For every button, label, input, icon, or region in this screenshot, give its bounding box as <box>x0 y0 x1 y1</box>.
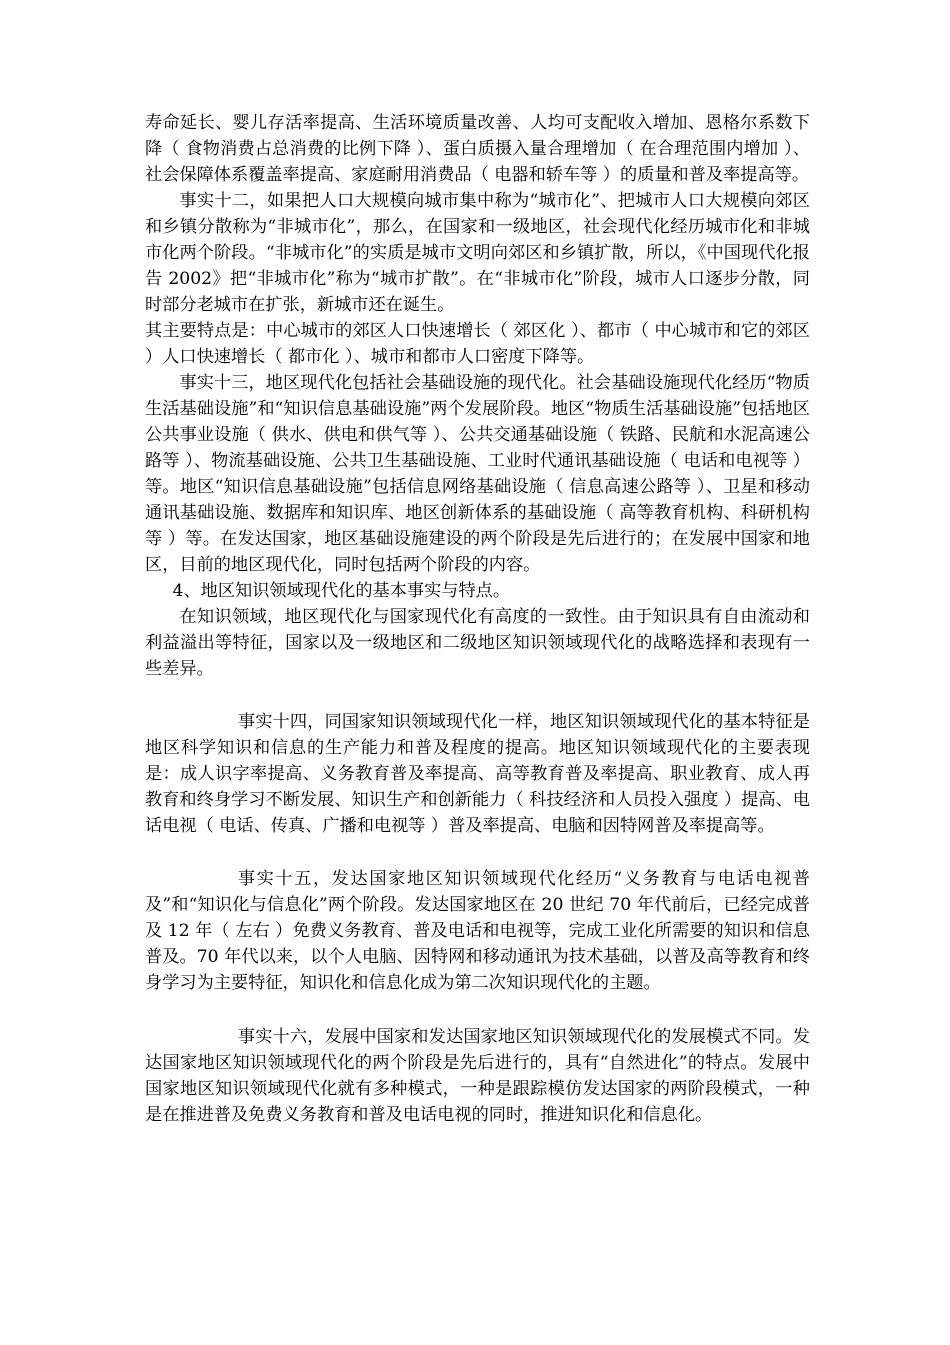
paragraph-fact-16: 事实十六，发展中国家和发达国家地区知识领域现代化的发展模式不同。发达国家地区知识领域现代化的两个阶段是先后进行的，具有“自然进化”的特点。发展中国家地区知识领域现代化就有多种模式，一种是跟踪模仿发达国家的两阶段模式，一种是在推进普及免费义务教育和普及电话电视的同时，推进知识化和信息化。 <box>145 1027 810 1125</box>
paragraph-knowledge-intro: 在知识领域，地区现代化与国家现代化有高度的一致性。由于知识具有自由流动和利益溢出等特征，国家以及一级地区和二级地区知识领域现代化的战略选择和表现有一些差异。 <box>145 607 810 679</box>
section-heading: 4、地区知识领域现代化的基本事实与特点。 <box>172 581 511 601</box>
document-page <box>145 110 810 1128</box>
paragraph-fact-12: 事实十二，如果把人口大规模向城市集中称为“城市化”、把城市人口大规模向郊区和乡镇分散称为“非城市化”，那么，在国家和一级地区，社会现代化经历城市化和非城市化两个阶段。“非城市化”的实质是城市文明向郊区和乡镇扩散，所以，《中国现代化报告 2002》把“非城市化”称为“城市扩散”。在“非城市化”阶段，城市人口逐步分散，同时部分老城市在扩张，新城市还在诞生。 <box>145 191 810 315</box>
paragraph-fact-12-features: 其主要特点是：中心城市的郊区人口快速增长（ 郊区化 ）、都市（ 中心城市和它的郊区 ）人口快速增长（ 都市化 ）、城市和都市人口密度下降等。 <box>145 321 810 367</box>
paragraph-fact-14: 事实十四，同国家知识领域现代化一样，地区知识领域现代化的基本特征是地区科学知识和信息的生产能力和普及程度的提高。地区知识领域现代化的主要表现是：成人识字率提高、义务教育普及率提高、高等教育普及率提高、职业教育、成人再教育和终身学习不断发展、知识生产和创新能力（ 科技经济和人员投入强度 ）提高、电话电视（ 电话、传真、广播和电视等 ）普及率提高、电脑和因特网普及率提高等。 <box>145 712 810 836</box>
paragraph-spacer <box>145 682 810 709</box>
paragraph-fact-13: 事实十三，地区现代化包括社会基础设施的现代化。社会基础设施现代化经历“物质生活基础设施”和“知识信息基础设施”两个发展阶段。地区“物质生活基础设施”包括地区公共事业设施（ 供水、供电和供气等 ）、公共交通基础设施（ 铁路、民航和水泥高速公路等 ）、物流基础设施、公共卫生基础设施、工业时代通讯基础设施（ 电话和电视等 ）等。地区“知识信息基础设施”包括信息网络基础设施（ 信息高速公路等 ）、卫星和移动通讯基础设施、数据库和知识库、地区创新体系的基础设施（ 高等教育机构、科研机构等 ）等。在发达国家，地区基础设施建设的两个阶段是先后进行的；在发展中国家和地区，目前的地区现代化，同时包括两个阶段的内容。 <box>145 373 810 575</box>
paragraph-spacer <box>145 839 810 866</box>
paragraph-spacer <box>145 996 810 1024</box>
paragraph-fact-15: 事实十五，发达国家地区知识领域现代化经历“义务教育与电话电视普及”和“知识化与信息化”两个阶段。发达国家地区在 20 世纪 70 年代前后，已经完成普及 12 年（ 左右 ）免费义务教育、普及电话和电视等，完成工业化所需要的知识和信息普及。70 年代以来，以个人电脑、因特网和移动通讯为技术基础，以普及高等教育和终身学习为主要特征，知识化和信息化成为第二次知识现代化的主题。 <box>145 869 810 993</box>
paragraph-continuation: 寿命延长、婴儿存活率提高、生活环境质量改善、人均可支配收入增加、恩格尔系数下降（ 食物消费占总消费的比例下降 ）、蛋白质摄入量合理增加（ 在合理范围内增加 ）、社会保障体系覆盖率提高、家庭耐用消费品（ 电器和轿车等 ）的质量和普及率提高等。 <box>145 113 810 185</box>
